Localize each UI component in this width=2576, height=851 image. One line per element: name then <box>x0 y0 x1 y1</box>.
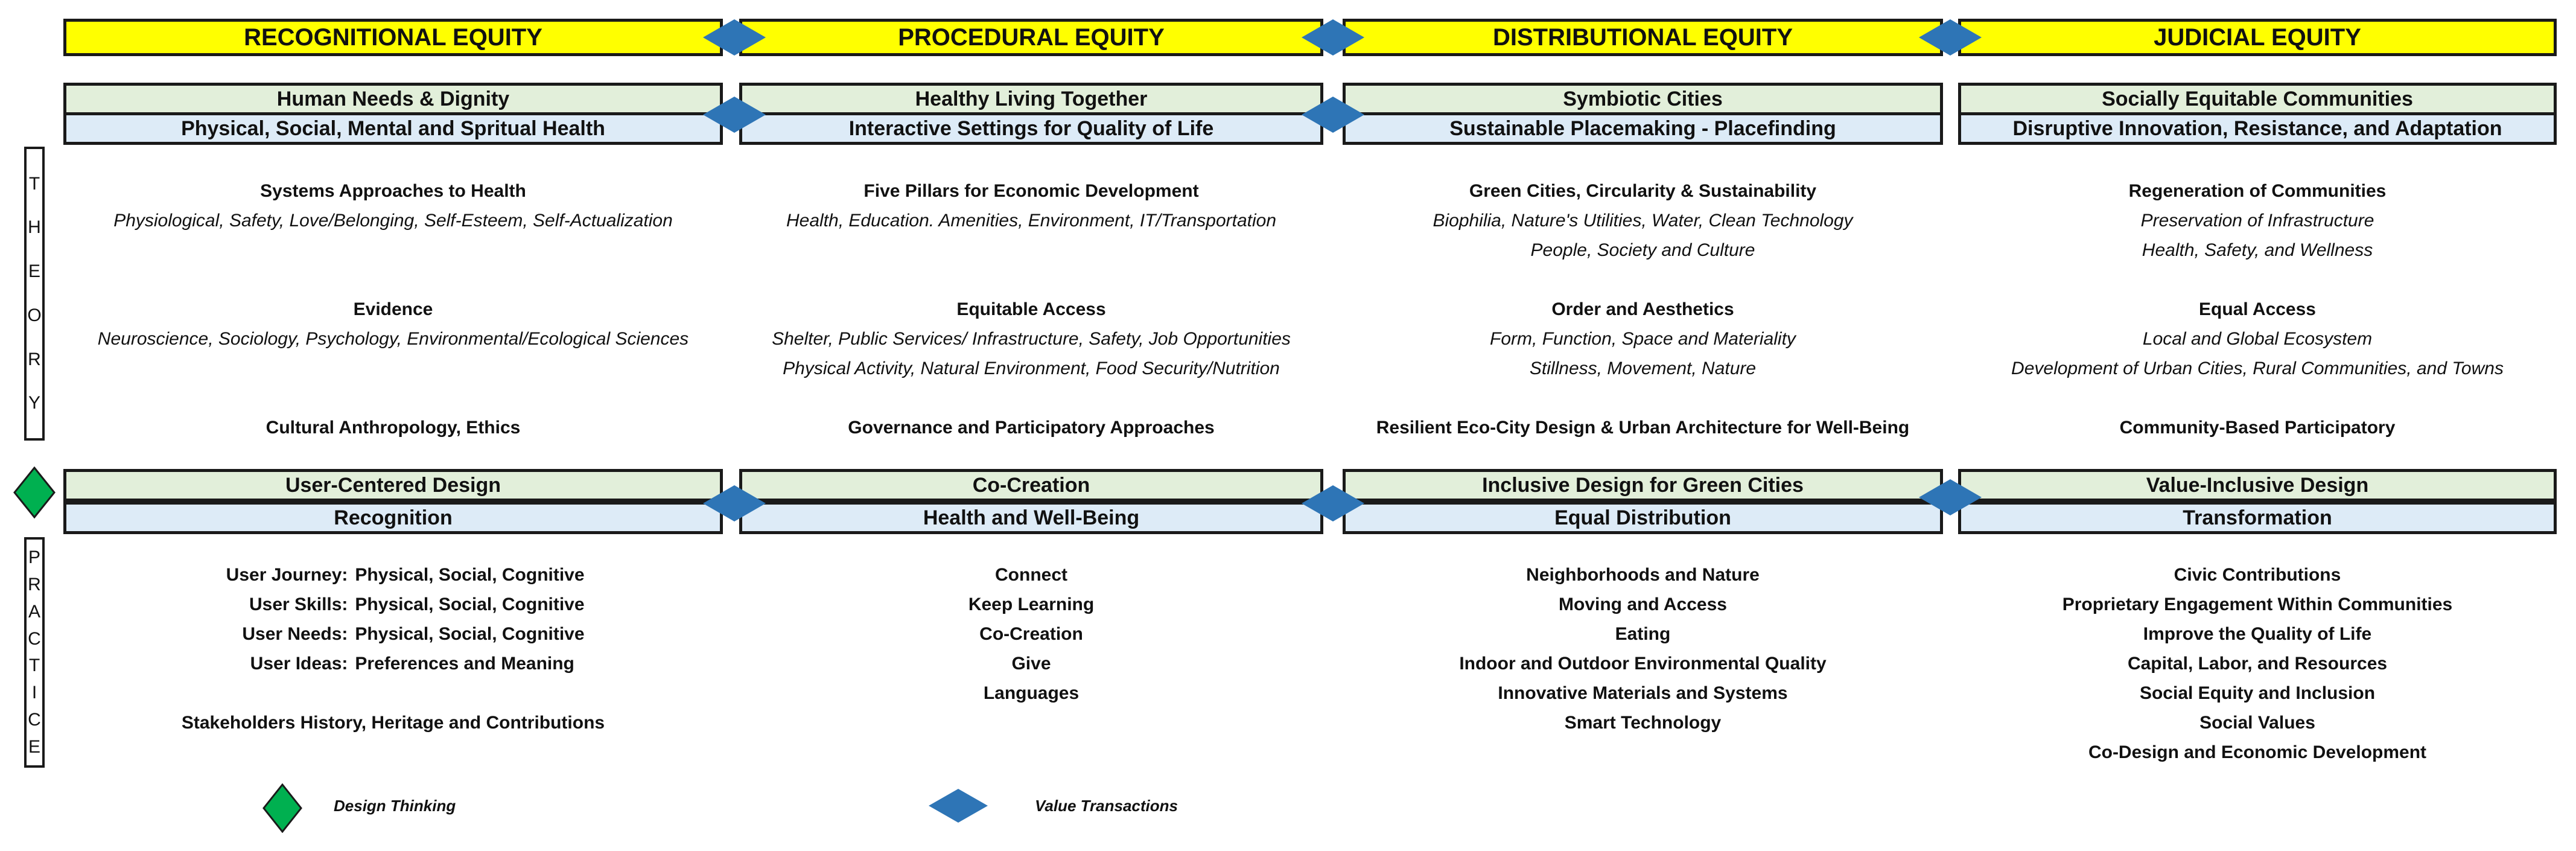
practice-letter: T <box>28 655 40 676</box>
practice-letter: I <box>31 683 37 703</box>
theory-group-title: Governance and Participatory Approaches <box>848 418 1215 438</box>
theory-letter: E <box>28 261 40 282</box>
theory-letter: O <box>27 305 42 325</box>
practice-item: Improve the Quality of Life <box>2143 624 2372 644</box>
practice-green-header-4: Value-Inclusive Design <box>1958 469 2557 502</box>
practice-item: Connect <box>995 565 1067 585</box>
practice-item: Proprietary Engagement Within Communities <box>2062 594 2453 614</box>
theory-blue-header-2: Interactive Settings for Quality of Life <box>739 112 1323 145</box>
value-transaction-diamond-icon <box>702 18 767 57</box>
user-attribute-key: User Ideas: <box>250 654 348 674</box>
theory-group-title: Five Pillars for Economic Development <box>863 181 1199 201</box>
practice-item: Indoor and Outdoor Environmental Quality <box>1459 654 1827 674</box>
practice-vertical-label <box>24 537 45 768</box>
theory-group-line: Form, Function, Space and Materiality <box>1490 329 1796 349</box>
value-transaction-diamond-icon <box>702 95 767 134</box>
theory-green-header-3: Symbiotic Cities <box>1343 83 1943 115</box>
practice-blue-header-3: Equal Distribution <box>1343 502 1943 534</box>
theory-group-title: Systems Approaches to Health <box>260 181 526 201</box>
practice-green-header-1: User-Centered Design <box>63 469 723 502</box>
theory-letter: T <box>28 173 40 194</box>
theory-column-1 <box>63 176 723 442</box>
theory-letter: Y <box>28 393 40 413</box>
theory-group-title: Regeneration of Communities <box>2128 181 2387 201</box>
practice-column-2 <box>739 560 1323 708</box>
value-transaction-diamond-icon <box>1300 18 1366 57</box>
practice-item: Co-Creation <box>979 624 1083 644</box>
theory-column-4 <box>1958 176 2557 442</box>
theory-group-title: Community-Based Participatory <box>2119 418 2396 438</box>
practice-green-header-2: Co-Creation <box>739 469 1323 502</box>
theory-group-line: Development of Urban Cities, Rural Communities, and Towns <box>2011 359 2504 378</box>
practice-letter: E <box>28 737 40 757</box>
practice-item: Social Values <box>2199 713 2315 733</box>
practice-item: Moving and Access <box>1559 594 1727 614</box>
practice-blue-header-4: Transformation <box>1958 502 2557 534</box>
theory-group-line: Stillness, Movement, Nature <box>1529 359 1757 378</box>
practice-blue-header-2: Health and Well-Being <box>739 502 1323 534</box>
theory-column-2 <box>739 176 1323 442</box>
practice-column-4 <box>1958 560 2557 767</box>
practice-column-3 <box>1343 560 1943 738</box>
theory-blue-header-3: Sustainable Placemaking - Placefinding <box>1343 112 1943 145</box>
practice-item: Co-Design and Economic Development <box>2088 742 2427 762</box>
header-procedural-equity: PROCEDURAL EQUITY <box>739 19 1323 56</box>
user-attribute-row <box>216 649 584 678</box>
user-attribute-row <box>216 619 584 649</box>
practice-item: Smart Technology <box>1564 713 1722 733</box>
theory-group-line: People, Society and Culture <box>1530 240 1755 260</box>
practice-item: Eating <box>1615 624 1671 644</box>
theory-group-title: Green Cities, Circularity & Sustainability <box>1469 181 1817 201</box>
user-attribute-key: User Needs: <box>242 624 348 644</box>
practice-item: Give <box>1011 654 1051 674</box>
theory-vertical-label <box>24 147 45 441</box>
practice-letter: P <box>28 547 40 567</box>
theory-group-line: Shelter, Public Services/ Infrastructure, Safety, Job Opportunities <box>772 329 1291 349</box>
design-thinking-diamond-icon <box>13 467 56 518</box>
practice-item: Languages <box>983 683 1080 703</box>
value-transaction-diamond-icon <box>702 484 767 523</box>
value-transaction-diamond-icon <box>1918 18 1983 57</box>
practice-blue-header-1: Recognition <box>63 502 723 534</box>
theory-green-header-4: Socially Equitable Communities <box>1958 83 2557 115</box>
theory-group-line: Physiological, Safety, Love/Belonging, Self-Esteem, Self-Actualization <box>113 211 673 231</box>
theory-letter: H <box>28 217 41 238</box>
value-transaction-diamond-icon <box>1918 478 1983 517</box>
theory-green-header-1: Human Needs & Dignity <box>63 83 723 115</box>
theory-group-line: Health, Safety, and Wellness <box>2142 240 2373 260</box>
practice-letter: C <box>28 628 41 649</box>
user-attribute-value: Physical, Social, Cognitive <box>355 624 585 644</box>
theory-group-line: Local and Global Ecosystem <box>2142 329 2373 349</box>
practice-column-1 <box>63 560 723 738</box>
practice-item: Neighborhoods and Nature <box>1526 565 1760 585</box>
theory-group-title: Evidence <box>353 299 433 319</box>
practice-item: Capital, Labor, and Resources <box>2127 654 2388 674</box>
theory-group-title: Equitable Access <box>956 299 1106 319</box>
theory-group-title: Order and Aesthetics <box>1551 299 1734 319</box>
practice-item: Social Equity and Inclusion <box>2139 683 2376 703</box>
practice-letter: R <box>28 574 41 594</box>
practice-item: Civic Contributions <box>2174 565 2341 585</box>
theory-group-line: Preservation of Infrastructure <box>2140 211 2374 231</box>
theory-column-3 <box>1343 176 1943 442</box>
user-attribute-key: User Skills: <box>249 594 348 614</box>
theory-blue-header-1: Physical, Social, Mental and Spritual Health <box>63 112 723 145</box>
user-attribute-key: User Journey: <box>226 565 348 585</box>
legend-value-transactions-diamond-icon <box>927 788 989 824</box>
legend-design-thinking-label: Design Thinking <box>334 797 456 815</box>
practice-green-header-3: Inclusive Design for Green Cities <box>1343 469 1943 502</box>
header-judicial-equity: JUDICIAL EQUITY <box>1958 19 2557 56</box>
theory-letter: R <box>28 349 41 369</box>
theory-group-title: Equal Access <box>2199 299 2316 319</box>
header-recognitional-equity: RECOGNITIONAL EQUITY <box>63 19 723 56</box>
practice-letter: C <box>28 710 41 730</box>
theory-group-line: Health, Education. Amenities, Environment, IT/Transportation <box>786 211 1277 231</box>
user-attribute-value: Physical, Social, Cognitive <box>355 594 585 614</box>
user-attribute-value: Physical, Social, Cognitive <box>355 565 585 585</box>
practice-item: Innovative Materials and Systems <box>1498 683 1788 703</box>
theory-blue-header-4: Disruptive Innovation, Resistance, and Adaptation <box>1958 112 2557 145</box>
theory-group-title: Cultural Anthropology, Ethics <box>266 418 521 438</box>
legend-value-transactions-label: Value Transactions <box>1035 797 1178 815</box>
value-transaction-diamond-icon <box>1300 484 1366 523</box>
header-distributional-equity: DISTRIBUTIONAL EQUITY <box>1343 19 1943 56</box>
practice-item: Stakeholders History, Heritage and Contributions <box>181 713 605 733</box>
theory-green-header-2: Healthy Living Together <box>739 83 1323 115</box>
user-attribute-value: Preferences and Meaning <box>355 654 574 674</box>
theory-group-line: Physical Activity, Natural Environment, Food Security/Nutrition <box>783 359 1280 378</box>
practice-item: Keep Learning <box>968 594 1095 614</box>
theory-group-line: Biophilia, Nature's Utilities, Water, Clean Technology <box>1433 211 1853 231</box>
user-attribute-row <box>216 590 584 619</box>
legend-design-thinking-diamond-icon <box>262 783 302 833</box>
theory-group-line: Neuroscience, Sociology, Psychology, Environmental/Ecological Sciences <box>97 329 689 349</box>
practice-letter: A <box>28 601 40 622</box>
user-attribute-row <box>216 560 584 590</box>
value-transaction-diamond-icon <box>1300 95 1366 134</box>
theory-group-title: Resilient Eco-City Design & Urban Architecture for Well-Being <box>1376 418 1910 438</box>
